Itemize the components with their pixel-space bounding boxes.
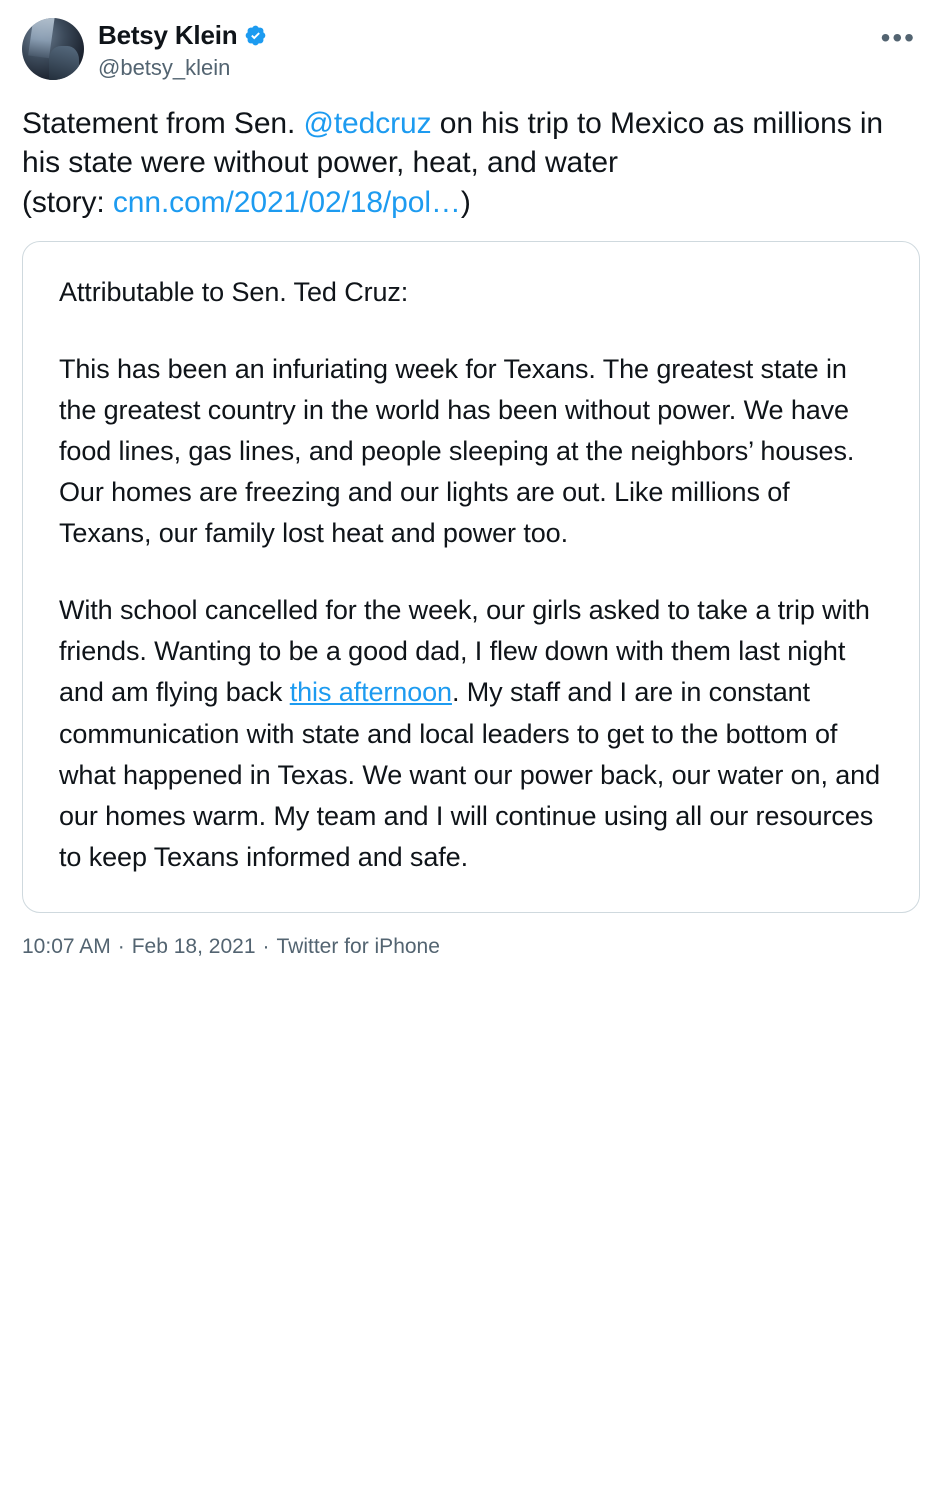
statement-paragraph-2-part-1: With school cancelled for the week, our girls asked to take a trip with friends. Wanting to be a good dad, I flew down with them last night and am flying back (59, 595, 870, 708)
verified-badge-icon (244, 24, 267, 47)
account-names (98, 18, 867, 82)
account-handle[interactable]: @betsy_klein (98, 54, 231, 80)
statement-paragraph-2 (59, 590, 883, 877)
meta-separator-1: · (117, 934, 125, 958)
tweet-time: 10:07 AM (22, 934, 111, 958)
tweet-text-segment-1: Statement from Sen. (22, 106, 304, 140)
mention-link-tedcruz[interactable]: @tedcruz (303, 106, 432, 140)
quoted-statement-card (22, 241, 920, 912)
display-name[interactable]: Betsy Klein (98, 20, 238, 50)
statement-attribution: Attributable to Sen. Ted Cruz: (59, 277, 409, 308)
meta-separator-2: · (262, 934, 270, 958)
more-horizontal-icon[interactable]: ••• (880, 22, 916, 53)
avatar[interactable] (22, 18, 84, 80)
story-link[interactable]: cnn.com/2021/02/18/pol… (112, 186, 461, 220)
story-prefix: (story: (22, 186, 113, 220)
tweet-header (22, 18, 920, 82)
tweet-text (22, 104, 920, 224)
statement-paragraph-2-part-2: . My staff and I are in constant communication with state and local leaders to get to the bottom of what happened in Texas. We want our power back, our water on, and our homes warm. My team and I will continue using all our resources to keep Texans informed and safe. (59, 677, 881, 872)
tweet-date: Feb 18, 2021 (131, 934, 256, 958)
tweet-meta (22, 935, 920, 983)
this-afternoon-link[interactable]: this afternoon (289, 677, 452, 708)
statement-paragraph-1: This has been an infuriating week for Texans. The greatest state in the greatest country in the world has been without power. We have food lines, gas lines, and people sleeping at the neighbors’ houses. Our homes are freezing and our lights are out. Like millions of Texans, our family lost heat and power too. (59, 354, 855, 549)
tweet-source: Twitter for iPhone (276, 934, 440, 958)
story-suffix: ) (460, 186, 471, 220)
display-name-row (98, 20, 867, 52)
tweet-text-segment-2: on his trip to Mexico as millions in his state were without power, heat, and water (22, 106, 883, 180)
